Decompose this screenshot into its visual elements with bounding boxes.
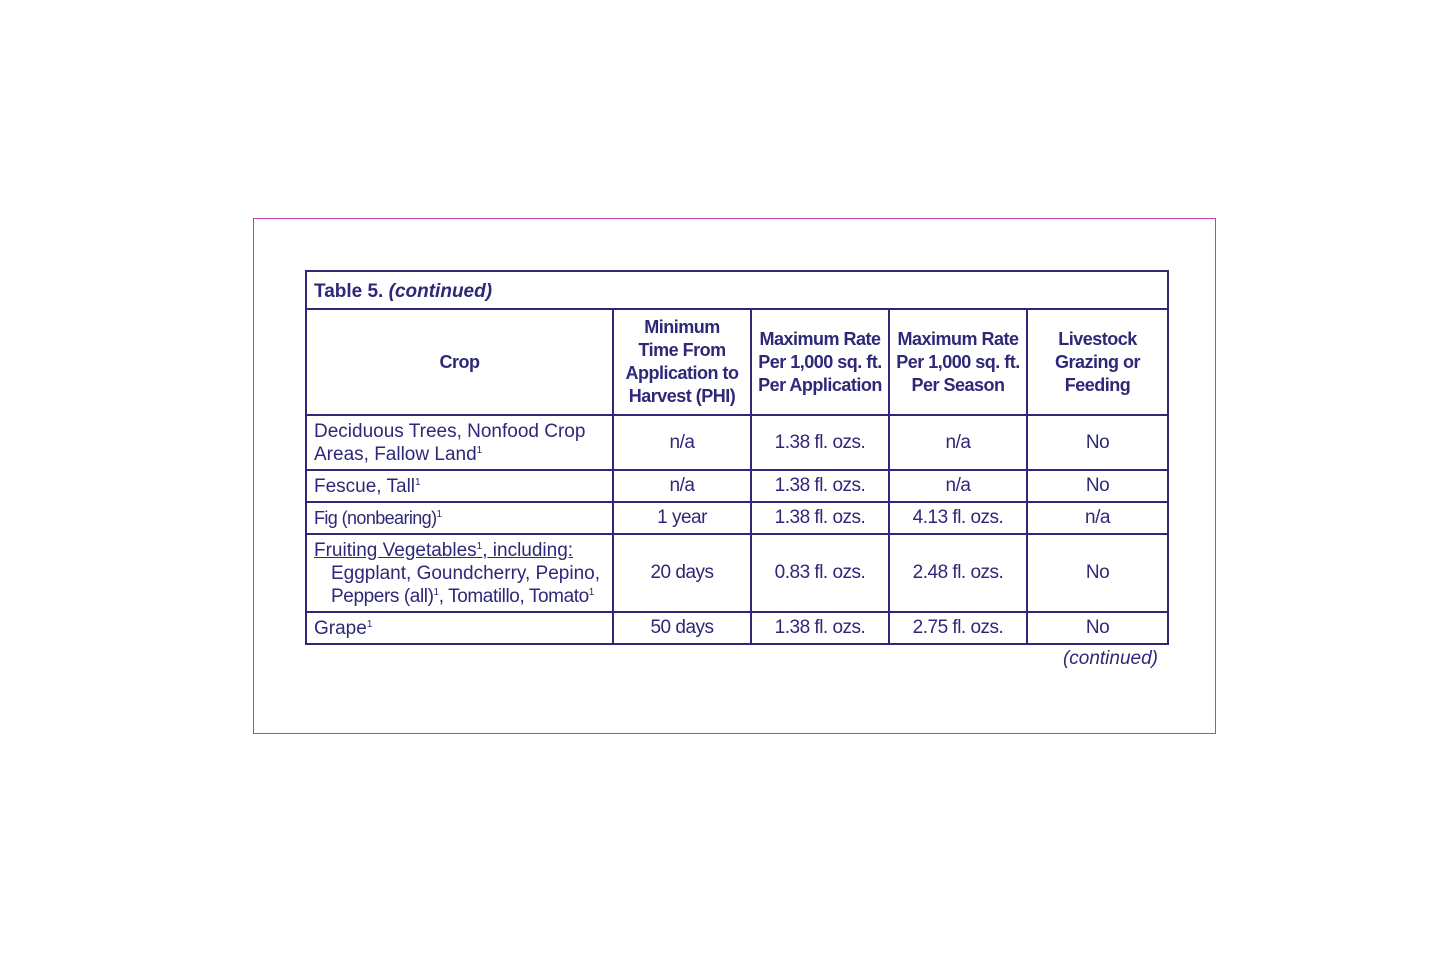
rate-season-cell: 2.75 fl. ozs. bbox=[889, 612, 1027, 644]
header-crop-label: Crop bbox=[439, 351, 480, 372]
crop-text: Fescue, Tall bbox=[314, 475, 416, 497]
table-row bbox=[306, 502, 1168, 534]
phi-cell: n/a bbox=[613, 470, 751, 502]
header-line: Maximum Rate bbox=[759, 328, 881, 349]
rate-application-cell: 1.38 fl. ozs. bbox=[751, 612, 889, 644]
crop-text: , Tomatillo, Tomato bbox=[438, 585, 589, 607]
phi-cell: n/a bbox=[613, 415, 751, 470]
crop-text: Grape bbox=[314, 617, 367, 639]
header-line: Per 1,000 sq. ft. bbox=[896, 351, 1020, 372]
table-caption-note: (continued) bbox=[388, 281, 493, 302]
crop-table bbox=[305, 270, 1169, 645]
rate-season-cell: 2.48 fl. ozs. bbox=[889, 534, 1027, 612]
footnote-marker: 1 bbox=[476, 444, 483, 456]
header-line: Feeding bbox=[1064, 374, 1131, 395]
continued-note: (continued) bbox=[1062, 648, 1158, 669]
crop-line bbox=[314, 539, 612, 562]
livestock-cell: No bbox=[1027, 470, 1168, 502]
crop-group-title bbox=[314, 540, 573, 561]
crop-text: Areas, Fallow Land bbox=[314, 443, 477, 465]
footnote-marker: 1 bbox=[588, 586, 594, 598]
header-line: Per 1,000 sq. ft. bbox=[758, 351, 882, 372]
phi-cell: 20 days bbox=[613, 534, 751, 612]
rate-application-cell: 1.38 fl. ozs. bbox=[751, 470, 889, 502]
crop-text: Fig (nonbearing) bbox=[314, 507, 437, 528]
header-crop bbox=[306, 309, 613, 415]
header-line: Time From bbox=[638, 340, 726, 360]
crop-line bbox=[314, 585, 612, 608]
header-rate-application bbox=[751, 309, 889, 415]
crop-line bbox=[314, 443, 612, 466]
table-caption-row bbox=[306, 271, 1168, 309]
phi-cell: 1 year bbox=[613, 502, 751, 534]
header-line: Per Season bbox=[911, 374, 1005, 395]
header-rate-season bbox=[889, 309, 1027, 415]
crop-cell bbox=[306, 612, 613, 644]
table-header-row bbox=[306, 309, 1168, 415]
livestock-cell: n/a bbox=[1027, 502, 1168, 534]
footnote-marker: 1 bbox=[433, 586, 439, 598]
crop-text: , including: bbox=[482, 539, 574, 561]
crop-cell bbox=[306, 502, 613, 534]
header-line: Application to bbox=[625, 363, 739, 383]
rate-application-cell: 1.38 fl. ozs. bbox=[751, 502, 889, 534]
footnote-marker: 1 bbox=[415, 476, 421, 488]
crop-cell bbox=[306, 415, 613, 470]
table-row bbox=[306, 470, 1168, 502]
table-row bbox=[306, 534, 1168, 612]
rate-season-cell: n/a bbox=[889, 470, 1027, 502]
header-line: Minimum bbox=[644, 317, 720, 337]
rate-application-cell: 1.38 fl. ozs. bbox=[751, 415, 889, 470]
table-caption-label: Table 5. bbox=[314, 281, 384, 302]
header-livestock bbox=[1027, 309, 1168, 415]
table-caption bbox=[306, 271, 1168, 309]
header-line: Livestock bbox=[1058, 328, 1137, 349]
header-line: Harvest (PHI) bbox=[628, 386, 736, 406]
phi-cell: 50 days bbox=[613, 612, 751, 644]
crop-line: Deciduous Trees, Nonfood Crop bbox=[314, 420, 586, 442]
crop-cell bbox=[306, 534, 613, 612]
livestock-cell: No bbox=[1027, 534, 1168, 612]
livestock-cell: No bbox=[1027, 612, 1168, 644]
rate-season-cell: n/a bbox=[889, 415, 1027, 470]
footnote-marker: 1 bbox=[476, 540, 483, 552]
header-line: Per Application bbox=[758, 374, 882, 395]
table-row bbox=[306, 612, 1168, 644]
header-line: Maximum Rate bbox=[897, 328, 1019, 349]
crop-text: Fruiting Vegetables bbox=[314, 539, 477, 561]
header-line: Grazing or bbox=[1055, 351, 1141, 372]
crop-line: Eggplant, Goundcherry, Pepino, bbox=[331, 562, 600, 584]
table-row bbox=[306, 415, 1168, 470]
rate-season-cell: 4.13 fl. ozs. bbox=[889, 502, 1027, 534]
crop-cell bbox=[306, 470, 613, 502]
crop-text: Peppers (all) bbox=[331, 585, 434, 607]
footnote-marker: 1 bbox=[436, 508, 442, 520]
footnote-marker: 1 bbox=[366, 618, 373, 630]
rate-application-cell: 0.83 fl. ozs. bbox=[751, 534, 889, 612]
livestock-cell: No bbox=[1027, 415, 1168, 470]
header-phi bbox=[613, 309, 751, 415]
